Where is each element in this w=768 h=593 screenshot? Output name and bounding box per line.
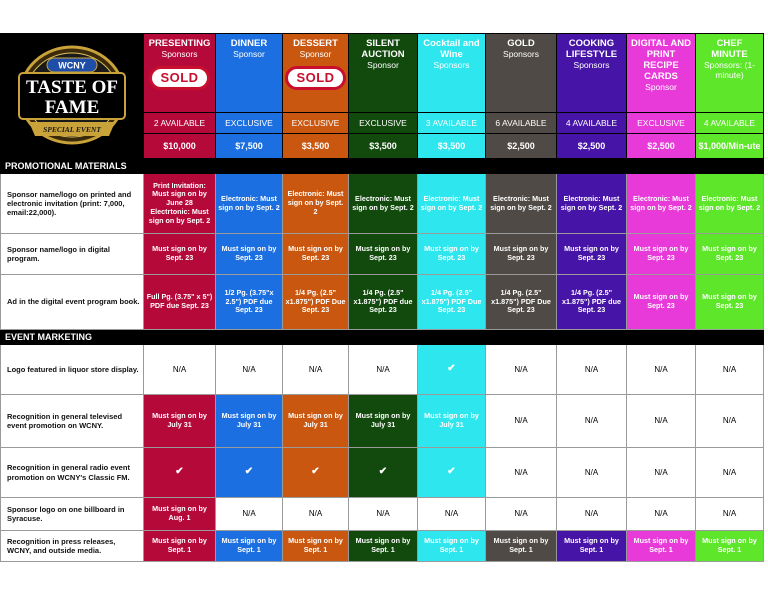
not-applicable-cell: N/A	[696, 345, 764, 395]
availability-dinner: EXCLUSIVE	[216, 113, 283, 134]
sponsor-header-digital	[627, 34, 696, 113]
not-applicable-cell: N/A	[696, 448, 764, 498]
benefit-label: Logo featured in liquor store display.	[1, 345, 144, 395]
price-chef: $1,000/Min-ute	[696, 134, 764, 159]
deadline-cell: Must sign on by July 31	[349, 395, 418, 448]
sponsor-header-gold	[486, 34, 557, 113]
not-applicable-cell: N/A	[557, 448, 627, 498]
logo-title-line1: TASTE OF	[25, 76, 119, 98]
deadline-cell: Electronic: Must sign on by Sept. 2	[557, 174, 627, 234]
not-applicable-cell: N/A	[216, 345, 283, 395]
not-applicable-cell: N/A	[486, 395, 557, 448]
benefit-row-liquor-display	[1, 345, 764, 395]
not-applicable-cell: N/A	[486, 345, 557, 395]
benefit-row-program-ad	[1, 275, 764, 330]
checkmark-icon: ✔	[349, 448, 418, 498]
deadline-cell: Must sign on by Sept. 23	[216, 234, 283, 275]
benefit-label: Sponsor name/logo in digital program.	[1, 234, 144, 275]
not-applicable-cell: N/A	[696, 498, 764, 531]
checkmark-icon: ✔	[418, 448, 486, 498]
deadline-cell: Must sign on by Sept. 23	[627, 275, 696, 330]
deadline-cell: Must sign on by Sept. 23	[486, 234, 557, 275]
sponsor-type: Sponsors	[503, 48, 539, 59]
logo-tagline: SPECIAL EVENT	[43, 124, 101, 134]
deadline-cell: Must sign on by Sept. 1	[418, 531, 486, 562]
logo-badge	[7, 40, 137, 150]
deadline-cell: Must sign on by Sept. 23	[349, 234, 418, 275]
deadline-cell: Must sign on by Sept. 1	[486, 531, 557, 562]
deadline-cell: Must sign on by July 31	[216, 395, 283, 448]
availability-cooking: 4 AVAILABLE	[557, 113, 627, 134]
sponsor-header-chef	[696, 34, 764, 113]
sponsor-type: Sponsor	[645, 81, 677, 92]
not-applicable-cell: N/A	[557, 395, 627, 448]
sold-badge: SOLD	[149, 66, 209, 90]
sponsor-name: SILENT AUCTION	[361, 38, 405, 60]
benefit-row-invitation	[1, 174, 764, 234]
not-applicable-cell: N/A	[627, 395, 696, 448]
deadline-cell: 1/2 Pg. (3.75"x 2.5") PDF due Sept. 23	[216, 275, 283, 330]
checkmark-icon: ✔	[283, 448, 349, 498]
benefit-row-tv-promotion	[1, 395, 764, 448]
deadline-cell: Must sign on by Sept. 23	[283, 234, 349, 275]
sponsor-name: DESSERT	[293, 38, 338, 49]
benefit-row-billboard	[1, 498, 764, 531]
sponsor-type: Sponsors	[161, 48, 198, 59]
benefit-label: Recognition in press releases, WCNY, and outside media.	[1, 531, 144, 562]
not-applicable-cell: N/A	[627, 498, 696, 531]
not-applicable-cell: N/A	[557, 345, 627, 395]
benefit-row-digital-program	[1, 234, 764, 275]
sponsor-type: Sponsor	[233, 48, 265, 59]
sponsor-type: Sponsor	[299, 48, 332, 59]
deadline-cell: Must sign on by Sept. 1	[144, 531, 216, 562]
sponsor-name: DINNER	[230, 38, 268, 49]
deadline-cell: 1/4 Pg. (2.5" x1.875") PDF Due Sept. 23	[418, 275, 486, 330]
not-applicable-cell: N/A	[349, 498, 418, 531]
sponsor-type: Sponsors: (1-minute)	[703, 59, 756, 80]
not-applicable-cell: N/A	[283, 345, 349, 395]
not-applicable-cell: N/A	[349, 345, 418, 395]
sponsor-type: Sponsors	[433, 59, 470, 70]
sponsor-type: Sponsors	[573, 59, 610, 70]
availability-gold: 6 AVAILABLE	[486, 113, 557, 134]
availability-silent: EXCLUSIVE	[349, 113, 418, 134]
deadline-cell: Must sign on by Aug. 1	[144, 498, 216, 531]
benefit-label: Recognition in general radio event promotion on WCNY's Classic FM.	[1, 448, 144, 498]
deadline-cell: Must sign on by Sept. 23	[627, 234, 696, 275]
price-silent: $3,500	[349, 134, 418, 159]
deadline-cell: Must sign on by Sept. 23	[418, 234, 486, 275]
deadline-cell: Must sign on by Sept. 1	[557, 531, 627, 562]
availability-dessert: EXCLUSIVE	[283, 113, 349, 134]
section-event-marketing	[1, 330, 764, 345]
logo-brand: WCNY	[58, 60, 86, 71]
deadline-cell: Must sign on by July 31	[418, 395, 486, 448]
sponsor-name: COOKING LIFESTYLE	[565, 38, 618, 60]
not-applicable-cell: N/A	[418, 498, 486, 531]
section-title: EVENT MARKETING	[1, 330, 764, 345]
deadline-cell: Electronic: Must sign on by Sept. 2	[216, 174, 283, 234]
price-presenting: $10,000	[144, 134, 216, 159]
sponsor-name: Cocktail and Wine	[423, 38, 480, 60]
benefit-label: Sponsor logo on one billboard in Syracuse.	[1, 498, 144, 531]
deadline-cell: Electronic: Must sign on by Sept. 2	[486, 174, 557, 234]
deadline-cell: 1/4 Pg. (2.5" x1.875") PDF due Sept. 23	[349, 275, 418, 330]
sponsor-type: Sponsor	[367, 59, 399, 70]
not-applicable-cell: N/A	[283, 498, 349, 531]
sponsor-header-dessert	[283, 34, 349, 113]
not-applicable-cell: N/A	[486, 498, 557, 531]
sponsor-header-cocktail	[418, 34, 486, 113]
sponsorship-grid	[0, 33, 763, 562]
not-applicable-cell: N/A	[216, 498, 283, 531]
availability-chef: 4 AVAILABLE	[696, 113, 764, 134]
not-applicable-cell: N/A	[486, 448, 557, 498]
section-title: PROMOTIONAL MATERIALS	[1, 159, 764, 174]
taste-of-fame-logo	[1, 34, 144, 159]
deadline-cell: Must sign on by Sept. 1	[216, 531, 283, 562]
deadline-cell: Must sign on by Sept. 23	[144, 234, 216, 275]
sponsor-header-silent	[349, 34, 418, 113]
logo-title-line2: FAME	[44, 96, 100, 118]
price-gold: $2,500	[486, 134, 557, 159]
price-cocktail: $3,500	[418, 134, 486, 159]
deadline-cell: Must sign on by July 31	[283, 395, 349, 448]
deadline-cell: 1/4 Pg. (2.5" x1.875") PDF Due Sept. 23	[283, 275, 349, 330]
deadline-cell: Electronic: Must sign on by Sept. 2	[283, 174, 349, 234]
sponsorship-table	[0, 33, 764, 562]
benefit-label: Ad in the digital event program book.	[1, 275, 144, 330]
not-applicable-cell: N/A	[627, 448, 696, 498]
sold-badge: SOLD	[285, 66, 345, 90]
not-applicable-cell: N/A	[144, 345, 216, 395]
section-promotional	[1, 159, 764, 174]
deadline-cell: Electronic: Must sign on by Sept. 2	[418, 174, 486, 234]
sponsor-name: GOLD	[507, 38, 535, 49]
checkmark-icon: ✔	[216, 448, 283, 498]
deadline-cell: Electronic: Must sign on by Sept. 2	[696, 174, 764, 234]
checkmark-icon: ✔	[418, 345, 486, 395]
benefit-label: Sponsor name/logo on printed and electronic invitation (print: 7,000, email:22,000).	[1, 174, 144, 234]
deadline-cell: Must sign on by Sept. 1	[283, 531, 349, 562]
deadline-cell: Must sign on by July 31	[144, 395, 216, 448]
sponsor-name: DIGITAL AND PRINT RECIPE CARDS	[631, 38, 691, 82]
not-applicable-cell: N/A	[696, 395, 764, 448]
checkmark-icon: ✔	[144, 448, 216, 498]
deadline-cell: Must sign on by Sept. 1	[696, 531, 764, 562]
sponsor-name: CHEF MINUTE	[711, 38, 748, 60]
deadline-cell: Print Invitation: Must sign on by June 28 Electrtonic: Must sign on by Sept. 2	[144, 174, 216, 234]
deadline-cell: 1/4 Pg. (2.5" x1.875") PDF due Sept. 23	[557, 275, 627, 330]
deadline-cell: Full Pg. (3.75" x 5") PDF due Sept. 23	[144, 275, 216, 330]
deadline-cell: Must sign on by Sept. 23	[557, 234, 627, 275]
benefit-row-radio-promotion	[1, 448, 764, 498]
deadline-cell: Electronic: Must sign on by Sept. 2	[627, 174, 696, 234]
not-applicable-cell: N/A	[627, 345, 696, 395]
deadline-cell: Electronic: Must sign on by Sept. 2	[349, 174, 418, 234]
sponsor-name: PRESENTING	[148, 38, 211, 49]
benefit-label: Recognition in general televised event promotion on WCNY.	[1, 395, 144, 448]
sponsor-header-cooking	[557, 34, 627, 113]
deadline-cell: 1/4 Pg. (2.5" x1.875") PDF Due Sept. 23	[486, 275, 557, 330]
not-applicable-cell: N/A	[557, 498, 627, 531]
deadline-cell: Must sign on by Sept. 23	[696, 275, 764, 330]
benefit-row-press	[1, 531, 764, 562]
availability-cocktail: 3 AVAILABLE	[418, 113, 486, 134]
availability-digital: EXCLUSIVE	[627, 113, 696, 134]
price-cooking: $2,500	[557, 134, 627, 159]
deadline-cell: Must sign on by Sept. 1	[627, 531, 696, 562]
deadline-cell: Must sign on by Sept. 23	[696, 234, 764, 275]
price-digital: $2,500	[627, 134, 696, 159]
deadline-cell: Must sign on by Sept. 1	[349, 531, 418, 562]
price-dinner: $7,500	[216, 134, 283, 159]
price-dessert: $3,500	[283, 134, 349, 159]
availability-presenting: 2 AVAILABLE	[144, 113, 216, 134]
sponsor-header-dinner	[216, 34, 283, 113]
sponsor-header-row	[1, 34, 764, 113]
sponsor-header-presenting	[144, 34, 216, 113]
